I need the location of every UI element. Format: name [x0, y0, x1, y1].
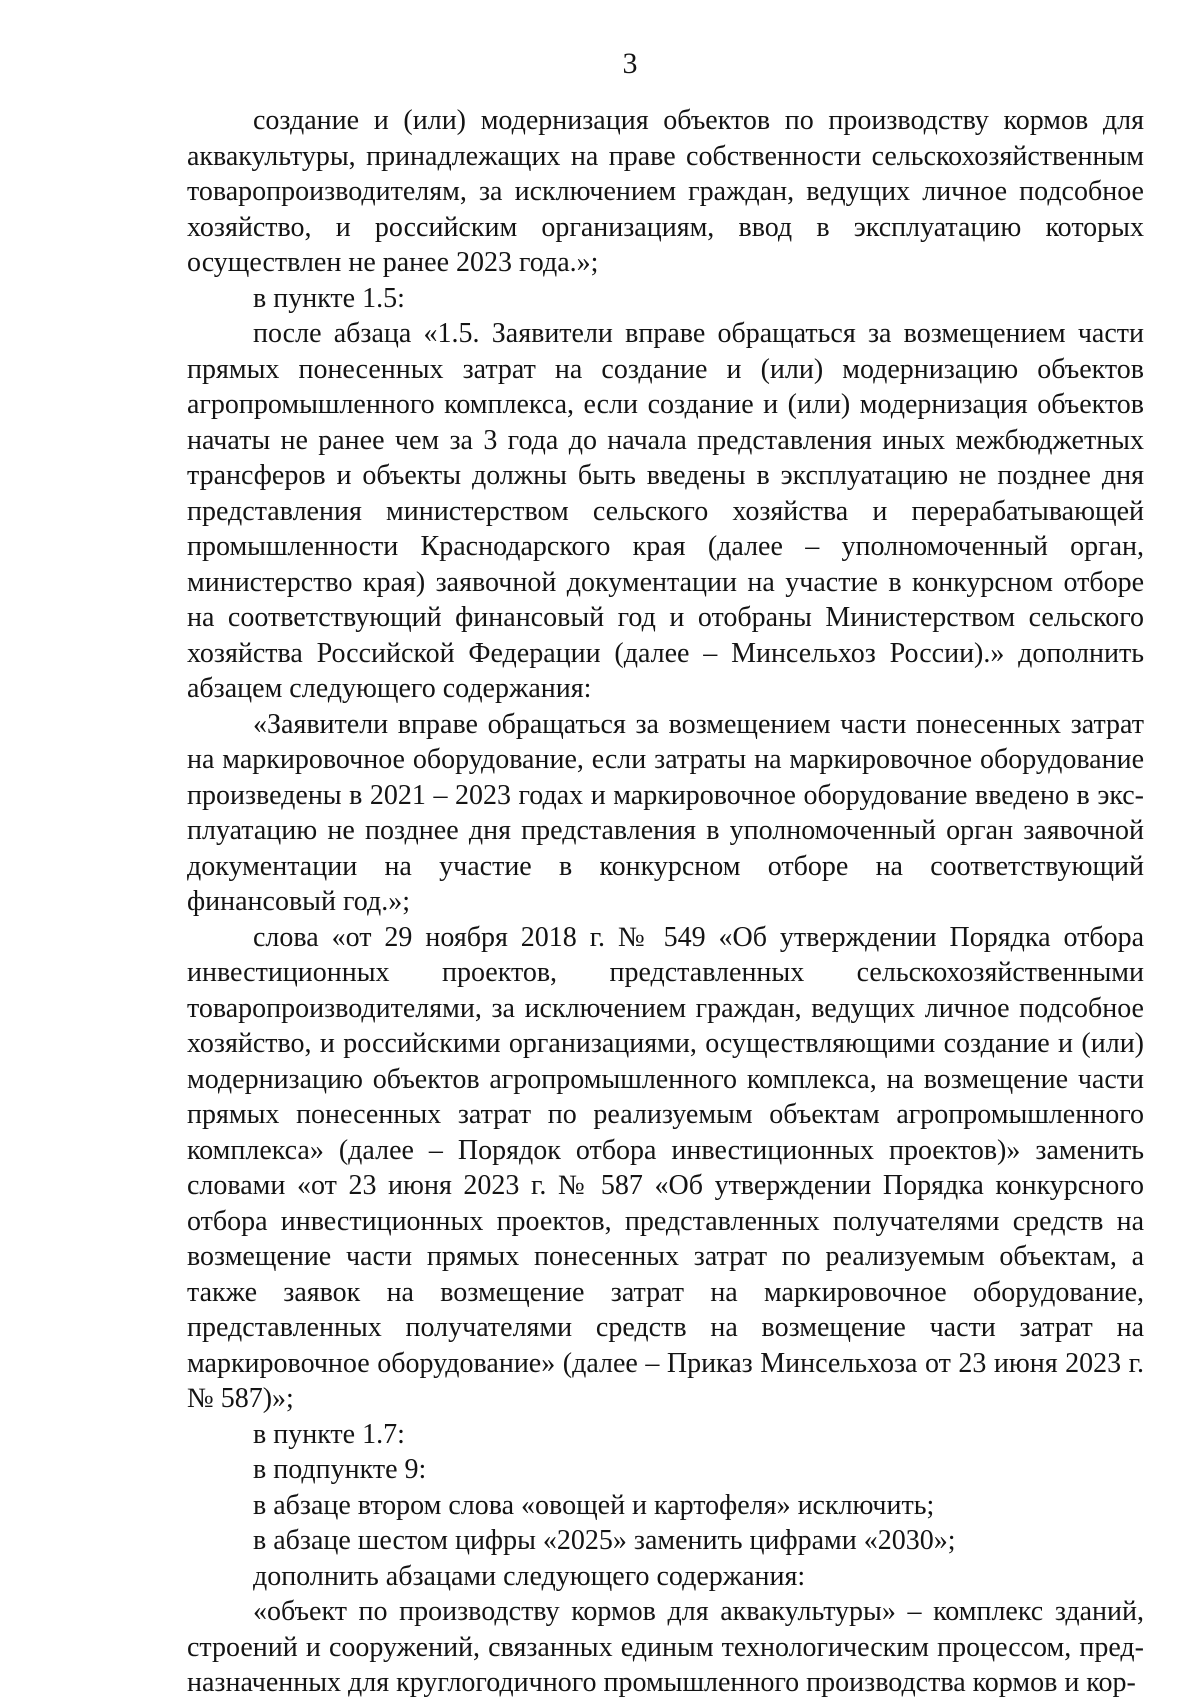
paragraph-sixth-abzac: в абзаце шестом цифры «2025» заменить цифрами «2030»; [253, 1525, 956, 1556]
paragraph-clause-1-5-heading: в пункте 1.5: [253, 282, 405, 314]
paragraph-marking-equipment: «Заявители вправе обращаться за возмещением части понесенных затрат на маркировочное оборудование, если затраты на маркировочное оборудование произведены в 2021 – 2023 годах и маркировочное оборудование введено в эксплуатацию не позднее дня представления в уполномоченный орган заявочной документации на участие в конкурсном отборе на соответствующий финансовый год.»; [187, 708, 1144, 917]
paragraph-aquaculture-objects: создание и (или) модернизация объектов по производству кормов для аквакультуры, принадлежащих на праве собственности сельскохозяйственным товаропроизводителям, за исключением граждан, ведущих личное подсобное хозяйство, и российским организациям, ввод в эксплуатацию которых осуществлен не ранее 2023 года.»; [187, 105, 1144, 278]
paragraph-subclause-9-heading: в подпункте 9: [253, 1454, 427, 1485]
paragraph-aquaculture-feed-definition: «объект по производству кормов для аквакультуры» – комплекс зданий, строений и сооружений, связанных единым технологическим процессом, предназначенных для круглогодичного промышленного производства кормов и кор- [187, 1596, 1144, 1698]
paragraph-after-clause-1-5: после абзаца «1.5. Заявители вправе обращаться за возмещением части прямых понесенных затрат на создание и (или) модернизацию объектов агропромышленного комплекса, если создание и (или) модернизация объектов начаты не ранее чем за 3 года до начала представления иных межбюджетных трансферов и объекты должны быть введены в эксплуатацию не позднее дня представления министерством сельского хозяйства и перерабатывающей промышленности Краснодарского края (далее – уполномоченный орган, министерство края) заявочной документации на участие в конкурсном отборе на соответствующий финансовый год и отобраны Министерством сельского хозяйства Российской Федерации (далее – Минсельхоз России).» дополнить абзацем следующего содержания: [187, 318, 1144, 704]
paragraph-words-replacement: слова «от 29 ноября 2018 г. № 549 «Об утверждении Порядка отбора инвестиционных проектов, представленных сельскохозяйственными товаропроизводителями, за исключением граждан, ведущих личное подсобное хозяйство, и российскими организациями, осуществляющими создание и (или) модернизацию объектов агропромышленного комплекса, на возмещение части прямых понесенных затрат по реализуемым объектам агропромышленного комплекса» (далее – Порядок отбора инвестиционных проектов)» заменить словами «от 23 июня 2023 г. № 587 «Об утверждении Порядка конкурсного отбора инвестиционных проектов, представленных получателями средств на возмещение части прямых понесенных затрат по реализуемым объектам, а также заявок на возмещение затрат на маркировочное оборудование, представленных получателями средств на возмещение части затрат на маркировочное оборудование» (далее – Приказ Минсельхоза от 23 июня 2023 г. № 587)»; [187, 921, 1144, 1414]
page-number: 3 [622, 47, 638, 80]
document-body [187, 103, 1144, 1701]
paragraph-second-abzac: в абзаце втором слова «овощей и картофеля» исключить; [253, 1489, 935, 1521]
paragraph-clause-1-7-heading: в пункте 1.7: [253, 1418, 405, 1450]
paragraph-add-abzacs: дополнить абзацами следующего содержания: [253, 1560, 806, 1592]
